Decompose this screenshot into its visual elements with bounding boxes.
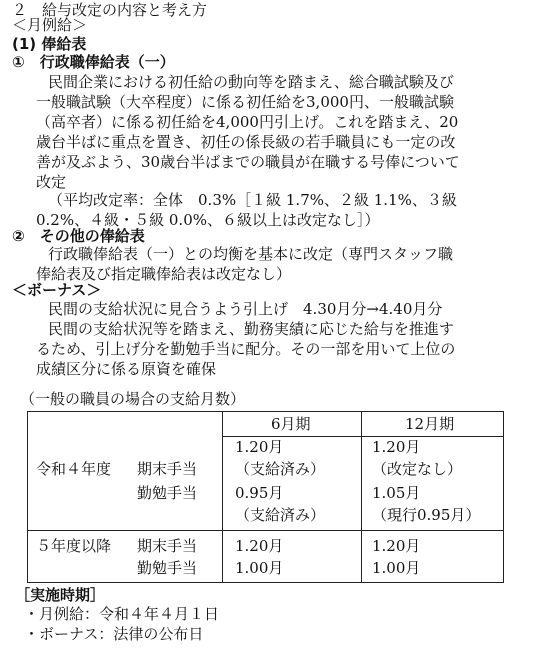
other-salary-table-heading: ② その他の俸給表 xyxy=(12,227,145,245)
paragraph-line: 一般職試験（大卒程度）に係る初任給を3,000円、一般職試験 xyxy=(36,93,454,111)
salary-table-heading: (1) 俸給表 xyxy=(12,35,87,53)
admin-salary-paragraph xyxy=(36,72,460,192)
paragraph-line: 歳台半ばに重点を置き、初任の係長級の若手職員にも一定の改 xyxy=(36,133,456,151)
term-end-allowance-label: 期末手当 xyxy=(137,537,198,555)
table-cell: 0.95月 xyxy=(235,484,284,502)
paragraph-line: 民間の支給状況等を踏まえ、勤務実績に応じた給与を推進す xyxy=(48,320,454,338)
paragraph-line: 民間の支給状況に見合うよう引上げ 4.30月分→4.40月分 xyxy=(48,300,443,318)
section-heading: ２ 給与改定の内容と考え方 xyxy=(12,1,208,19)
paragraph-line: 改定 xyxy=(36,173,67,191)
paragraph-line: 成績区分に係る原資を確保 xyxy=(36,360,217,378)
implementation-item: ・ボーナス：法律の公布日 xyxy=(24,625,204,643)
paragraph-line: 善が及ぶよう、30歳台半ばまでの職員が在職する号俸について xyxy=(36,153,460,171)
paragraph-line: 民間企業における初任給の動向等を踏まえ、総合職試験及び xyxy=(48,73,454,91)
average-revision-rate xyxy=(36,190,457,230)
diligence-allowance-label: 勤勉手当 xyxy=(137,559,198,577)
bonus-section-title: ＜ボーナス＞ xyxy=(12,281,102,299)
table-cell: （支給済み） xyxy=(235,460,326,478)
bonus-months-table xyxy=(27,411,504,583)
paragraph-line: るため、引上げ分を勤勉手当に配分。その一部を用いて上位の xyxy=(36,340,456,358)
row-label-fy2022: 令和４年度 xyxy=(36,460,112,478)
paragraph-line: （平均改定率：全体 0.3%［１級 1.7%、２級 1.1%、３級 xyxy=(48,191,457,209)
paragraph-line: 行政職俸給表（一）との均衡を基本に改定（専門スタッフ職 xyxy=(48,245,454,263)
paragraph-line: 俸給表及び指定職俸給表は改定なし） xyxy=(36,265,292,283)
table-cell: （改定なし） xyxy=(372,460,463,478)
term-end-allowance-label: 期末手当 xyxy=(137,460,198,478)
table-cell: 1.20月 xyxy=(235,438,284,456)
table-cell: 1.20月 xyxy=(235,537,284,555)
column-header-june: 6月期 xyxy=(271,415,311,433)
table-cell: 1.20月 xyxy=(372,537,421,555)
paragraph-line: （高卒者）に係る初任給を4,000円引上げ。これを踏まえ、20 xyxy=(36,113,459,131)
table-cell: 1.05月 xyxy=(372,484,421,502)
admin-salary-table-heading: ① 行政職俸給表（一） xyxy=(12,53,175,71)
bonus-paragraph xyxy=(36,299,456,379)
implementation-heading: ［実施時期］ xyxy=(15,586,106,604)
table-cell: 1.00月 xyxy=(235,559,284,577)
table-cell: （現行0.95月） xyxy=(372,506,481,524)
table-cell: （支給済み） xyxy=(235,506,326,524)
table-divider xyxy=(222,412,223,582)
row-label-fy2023-onward: ５年度以降 xyxy=(36,537,112,555)
table-divider xyxy=(361,412,362,582)
diligence-allowance-label: 勤勉手当 xyxy=(137,484,198,502)
column-header-december: 12月期 xyxy=(405,415,455,433)
other-salary-paragraph xyxy=(36,244,454,284)
monthly-pay-section-title: ＜月例給＞ xyxy=(12,16,88,34)
table-cell: 1.00月 xyxy=(372,559,421,577)
table-divider xyxy=(28,530,503,531)
implementation-item: ・月例給：令和４年４月１日 xyxy=(24,605,220,623)
table-caption: （一般の職員の場合の支給月数） xyxy=(20,390,246,408)
table-cell: 1.20月 xyxy=(372,438,421,456)
paragraph-line: 0.2%、４級・５級 0.0%、６級以上は改定なし］） xyxy=(36,211,380,229)
